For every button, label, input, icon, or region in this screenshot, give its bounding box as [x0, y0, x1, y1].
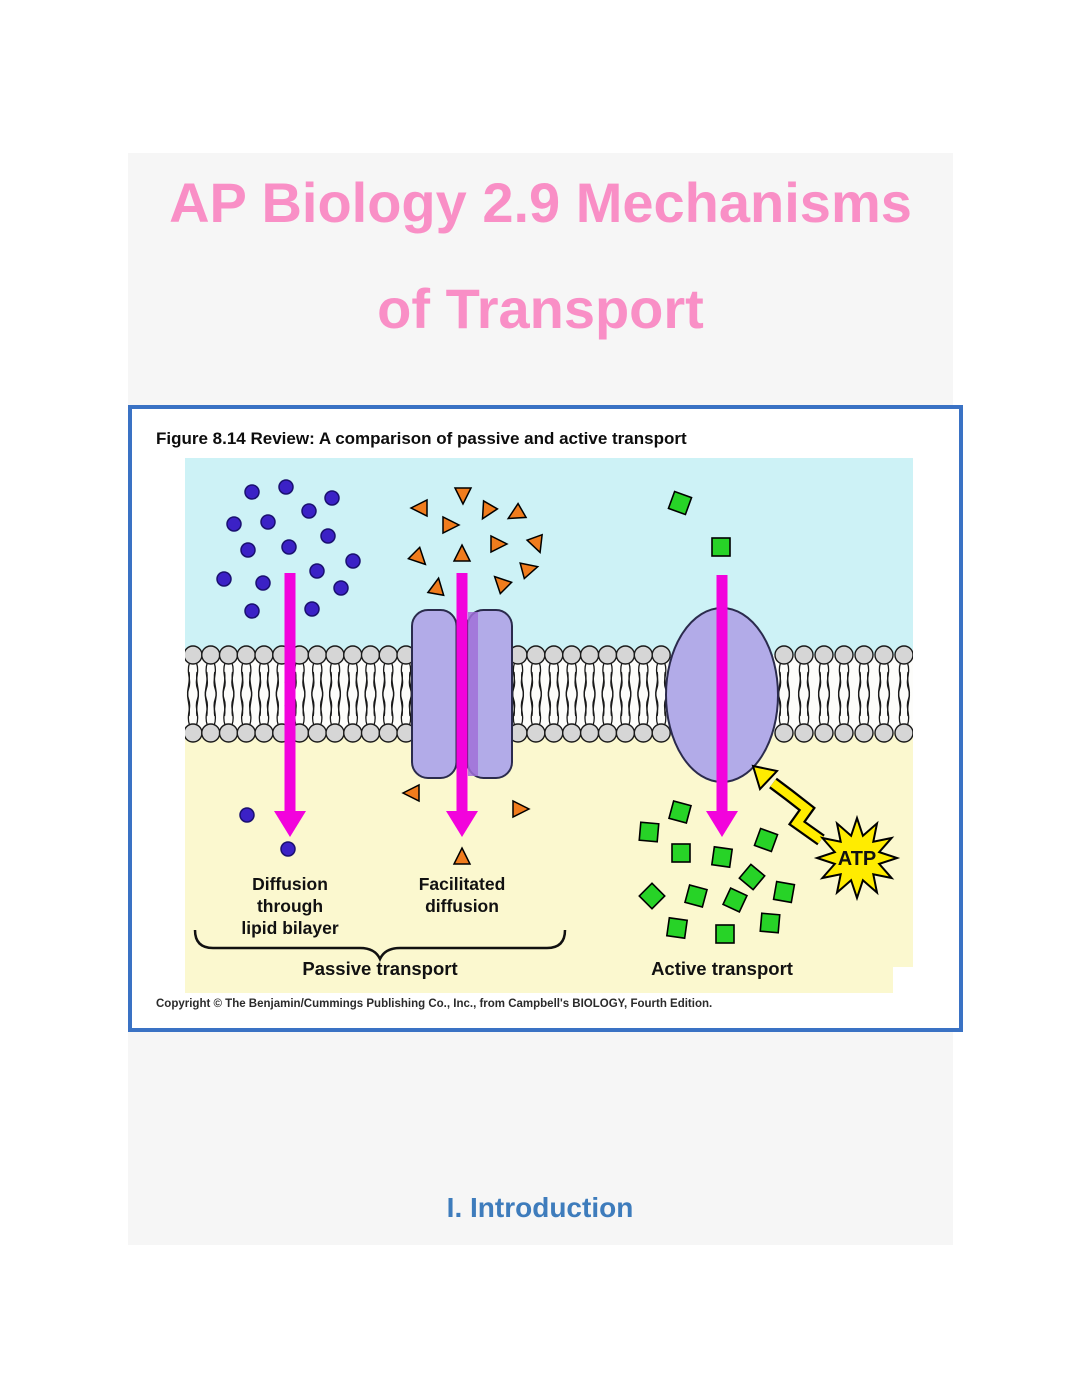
solute-dot — [261, 515, 275, 529]
solute-dot — [302, 504, 316, 518]
section-heading: I. Introduction — [446, 1192, 634, 1223]
solute-square — [672, 844, 690, 862]
solute-square — [774, 882, 795, 903]
solute-dot — [305, 602, 319, 616]
passive-transport-label: Passive transport — [302, 958, 458, 979]
diffusion-label-line2: through — [256, 896, 324, 916]
solute-dot — [281, 842, 295, 856]
figure-caption: Figure 8.14 Review: A comparison of passive and active transport — [156, 429, 687, 448]
atp-label: ATP — [837, 848, 877, 870]
facilitated-label-line1: Facilitated — [418, 874, 506, 894]
title-line-1: AP Biology 2.9 Mechanisms — [169, 171, 912, 234]
solute-dot — [241, 543, 255, 557]
page-title — [128, 150, 953, 362]
facilitated-label-line2: diffusion — [425, 896, 499, 916]
solute-dot — [282, 540, 296, 554]
transport-diagram — [185, 458, 913, 993]
solute-dot — [217, 572, 231, 586]
solute-dot — [346, 554, 360, 568]
solute-dot — [279, 480, 293, 494]
solute-dot — [245, 485, 259, 499]
solute-dot — [321, 529, 335, 543]
solute-dot — [227, 517, 241, 531]
solute-square — [667, 918, 687, 938]
solute-square — [760, 913, 780, 933]
solute-square — [639, 822, 659, 842]
figure-copyright: Copyright © The Benjamin/Cummings Publishing Co., Inc., from Campbell's BIOLOGY, Fourth Edition. — [156, 998, 713, 1010]
solute-square — [712, 538, 730, 556]
title-line-2: of Transport — [377, 277, 704, 340]
diffusion-label-line3: lipid bilayer — [241, 918, 339, 938]
solute-dot — [310, 564, 324, 578]
scan-corner-notch — [893, 967, 913, 993]
diffusion-label-line1: Diffusion — [252, 874, 328, 894]
solute-square — [712, 847, 732, 867]
solute-square — [669, 801, 691, 823]
solute-dot — [334, 581, 348, 595]
solute-dot — [245, 604, 259, 618]
active-transport-label: Active transport — [651, 958, 793, 979]
solute-dot — [256, 576, 270, 590]
solute-square — [685, 885, 707, 907]
figure-frame — [128, 405, 963, 1032]
solute-dot — [325, 491, 339, 505]
solute-dot — [240, 808, 254, 822]
solute-square — [716, 925, 734, 943]
